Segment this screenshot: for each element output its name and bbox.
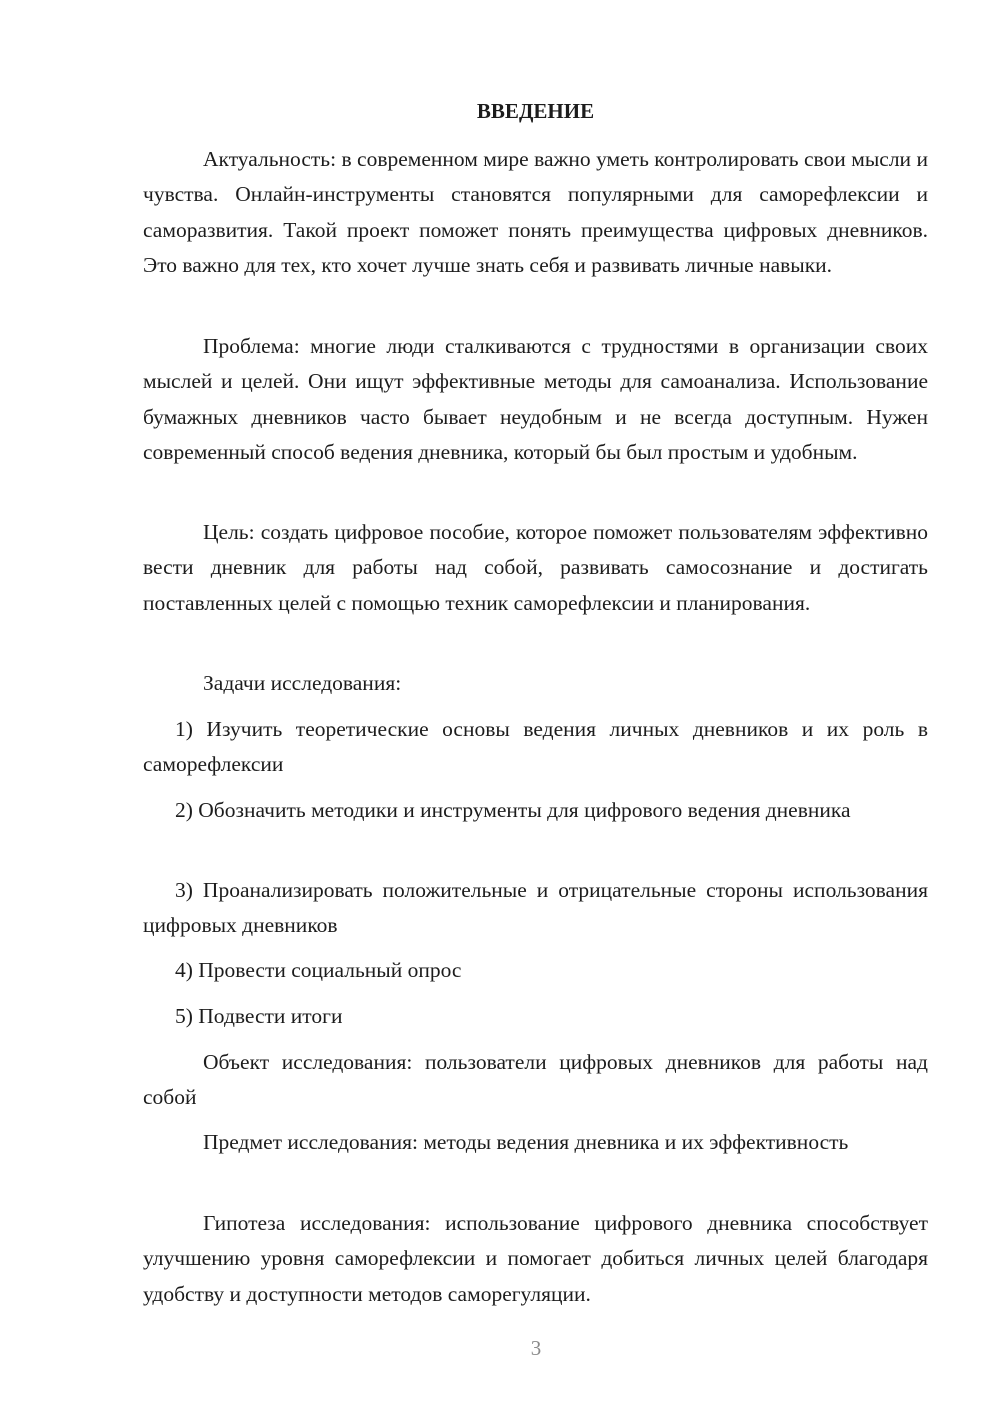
object-paragraph: Объект исследования: пользователи цифровых дневников для работы над собой xyxy=(143,1050,928,1110)
task-item-1: 1) Изучить теоретические основы ведения личных дневников и их роль в саморефлексии xyxy=(143,717,928,777)
task-item-3: 3) Проанализировать положительные и отрицательные стороны использования цифровых дневников xyxy=(143,878,928,938)
page-title: ВВЕДЕНИЕ xyxy=(476,99,595,123)
page-number: 3 xyxy=(530,1336,542,1360)
tasks-heading: Задачи исследования: xyxy=(203,671,402,695)
hypothesis-paragraph: Гипотеза исследования: использование цифрового дневника способствует улучшению уровня саморефлексии и помогает добиться личных целей благодаря удобству и доступности методов саморегуляции. xyxy=(143,1211,928,1306)
goal-paragraph: Цель: создать цифровое пособие, которое поможет пользователям эффективно вести дневник для работы над собой, развивать самосознание и достигать поставленных целей с помощью техник саморефлексии и планирования. xyxy=(143,520,928,615)
task-item-2: 2) Обозначить методики и инструменты для цифрового ведения дневника xyxy=(175,798,851,822)
task-item-5: 5) Подвести итоги xyxy=(175,1004,343,1028)
problem-paragraph: Проблема: многие люди сталкиваются с трудностями в организации своих мыслей и целей. Они ищут эффективные методы для самоанализа. Использование бумажных дневников часто бывает неудобным и не всегда доступным. Нужен современный способ ведения дневника, который бы был простым и удобным. xyxy=(143,334,928,464)
relevance-paragraph: Актуальность: в современном мире важно уметь контролировать свои мысли и чувства. Онлайн-инструменты становятся популярными для саморефлексии и саморазвития. Такой проект поможет понять преимущества цифровых дневников. Это важно для тех, кто хочет лучше знать себя и развивать личные навыки. xyxy=(143,147,928,277)
task-item-4: 4) Провести социальный опрос xyxy=(175,958,462,982)
subject-paragraph: Предмет исследования: методы ведения дневника и их эффективность xyxy=(203,1130,849,1154)
